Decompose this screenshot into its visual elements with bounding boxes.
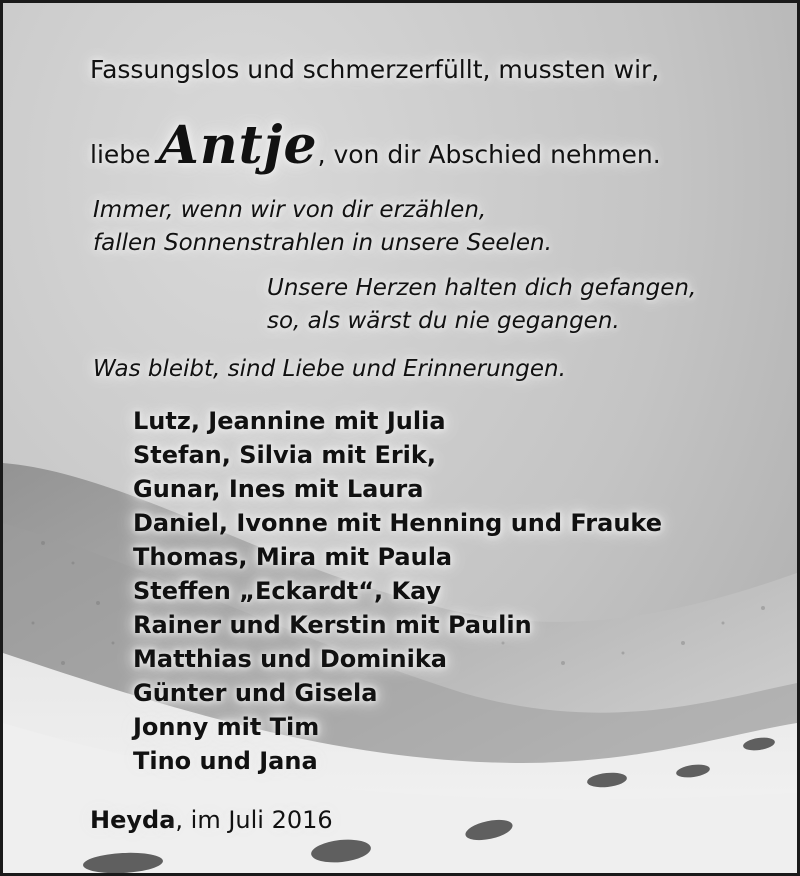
verse-1-line-2: fallen Sonnenstrahlen in unsere Seelen. bbox=[93, 230, 552, 256]
mourner-entry: Tino und Jana bbox=[133, 747, 318, 775]
mourners-list bbox=[133, 404, 662, 778]
intro-line-2 bbox=[90, 115, 661, 176]
mourner-entry: Jonny mit Tim bbox=[133, 713, 320, 741]
mourner-entry: Rainer und Kerstin mit Paulin bbox=[133, 611, 532, 639]
mourner-entry: Stefan, Silvia mit Erik, bbox=[133, 441, 436, 469]
intro-before-name: liebe bbox=[90, 140, 151, 169]
deceased-name: Antje bbox=[158, 115, 318, 176]
verse-2-line-2: so, als wärst du nie gegangen. bbox=[267, 308, 620, 334]
mourner-entry: Steffen „Eckardt“, Kay bbox=[133, 577, 442, 605]
intro-line-1: Fassungslos und schmerzerfüllt, mussten wir, bbox=[90, 55, 660, 84]
place-date-line bbox=[90, 806, 333, 834]
mourner-entry: Daniel, Ivonne mit Henning und Frauke bbox=[133, 509, 662, 537]
place-name: Heyda bbox=[90, 806, 176, 834]
mourner-entry: Gunar, Ines mit Laura bbox=[133, 475, 424, 503]
date-text: , im Juli 2016 bbox=[175, 806, 333, 834]
mourner-entry: Matthias und Dominika bbox=[133, 645, 447, 673]
mourner-entry: Lutz, Jeannine mit Julia bbox=[133, 407, 446, 435]
mourner-entry: Thomas, Mira mit Paula bbox=[133, 543, 453, 571]
verse-1-line-1: Immer, wenn wir von dir erzählen, bbox=[93, 197, 487, 223]
mourner-entry: Günter und Gisela bbox=[133, 679, 378, 707]
verse-3-line-1: Was bleibt, sind Liebe und Erinnerungen. bbox=[93, 356, 566, 382]
verse-2-line-1: Unsere Herzen halten dich gefangen, bbox=[267, 275, 697, 301]
intro-after-name: , von dir Abschied nehmen. bbox=[317, 140, 661, 169]
